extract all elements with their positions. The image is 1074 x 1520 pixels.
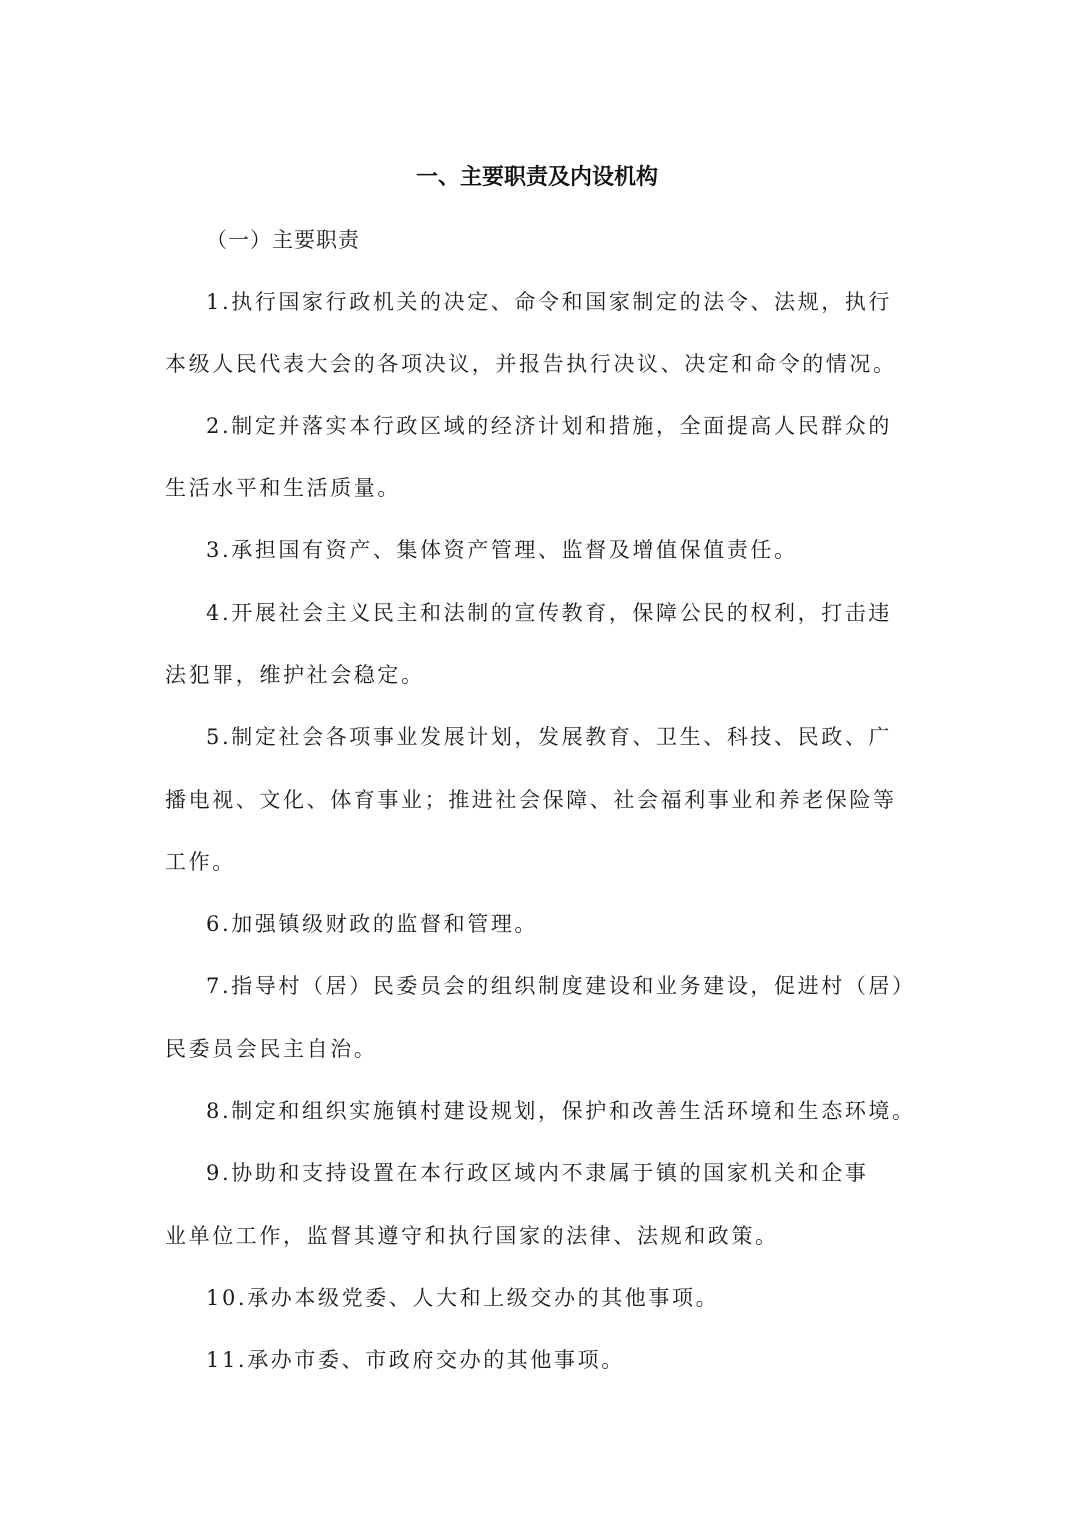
duty-line-1: 1.执行国家行政机关的决定、命令和国家制定的法令、法规，执行 [206,290,893,314]
duty-line-4: 生活水平和生活质量。 [165,476,401,500]
duty-line-16: 业单位工作，监督其遵守和执行国家的法律、法规和政策。 [165,1224,779,1248]
duty-line-10: 工作。 [165,850,236,874]
duty-line-13: 民委员会民主自治。 [165,1037,378,1061]
duty-line-15: 9.协助和支持设置在本行政区域内不隶属于镇的国家机关和企事 [206,1161,869,1185]
section-heading: （一）主要职责 [206,228,360,252]
duty-line-7: 法犯罪，维护社会稳定。 [165,663,425,687]
duty-line-17: 10.承办本级党委、人大和上级交办的其他事项。 [206,1286,720,1310]
duty-line-5: 3.承担国有资产、集体资产管理、监督及增值保值责任。 [206,538,798,562]
page-title: 一、主要职责及内设机构 [415,165,658,190]
duty-line-14: 8.制定和组织实施镇村建设规划，保护和改善生活环境和生态环境。 [206,1099,916,1123]
duty-line-3: 2.制定并落实本行政区域的经济计划和措施，全面提高人民群众的 [206,414,893,438]
duty-line-11: 6.加强镇级财政的监督和管理。 [206,912,539,936]
duty-line-2: 本级人民代表大会的各项决议，并报告执行决议、决定和命令的情况。 [165,352,897,376]
duty-line-9: 播电视、文化、体育事业；推进社会保障、社会福利事业和养老保险等 [165,788,897,812]
duty-line-6: 4.开展社会主义民主和法制的宣传教育，保障公民的权利，打击违 [206,601,893,625]
duty-line-12: 7.指导村（居）民委员会的组织制度建设和业务建设，促进村（居） [206,974,916,998]
duty-line-8: 5.制定社会各项事业发展计划，发展教育、卫生、科技、民政、广 [206,725,893,749]
duty-line-18: 11.承办市委、市政府交办的其他事项。 [206,1348,625,1372]
